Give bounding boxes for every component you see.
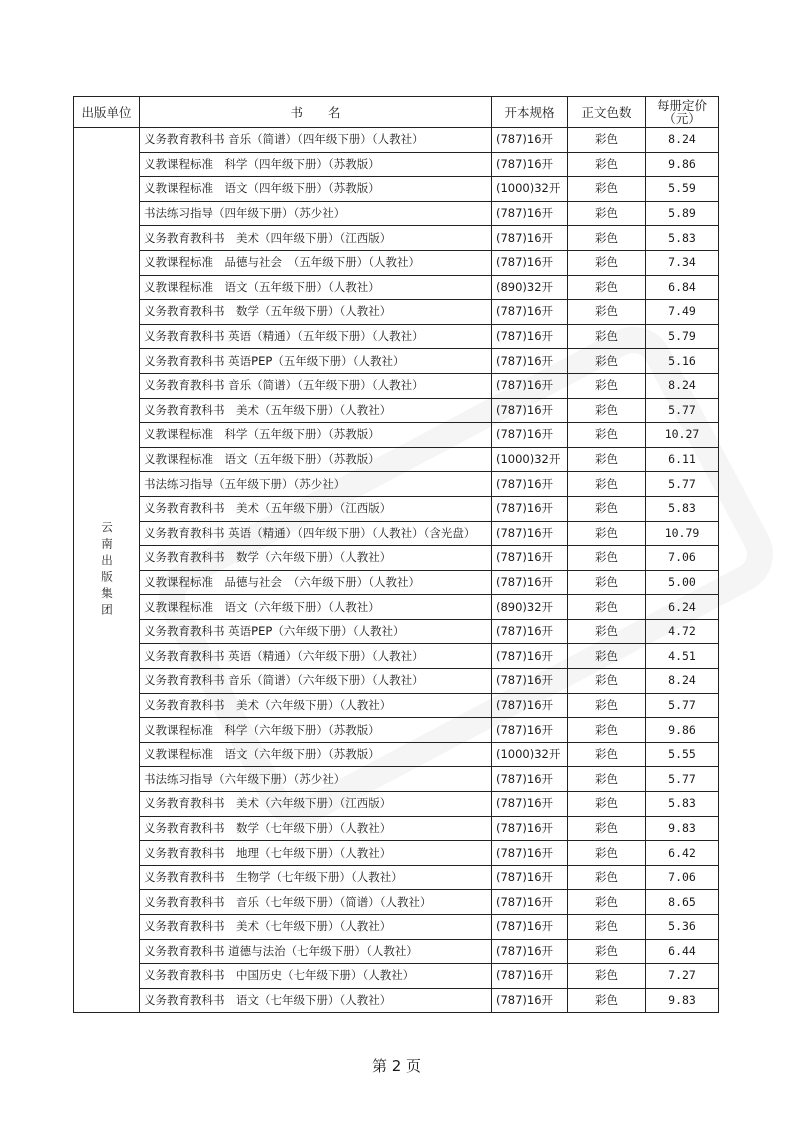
book-title-cell: 义教课程标准 语文（六年级下册）（人教社）	[140, 595, 492, 620]
table-row	[74, 570, 719, 595]
print-colors-cell: 彩色	[568, 718, 646, 743]
print-colors-cell: 彩色	[568, 644, 646, 669]
format-cell: (787)16开	[492, 226, 568, 251]
book-title-cell: 义务教育教科书 美术（五年级下册）（人教社）	[140, 398, 492, 423]
price-cell: 6.24	[646, 595, 719, 620]
book-title-cell: 义务教育教科书 美术（六年级下册）（人教社）	[140, 693, 492, 718]
book-title-cell: 义务教育教科书 美术（六年级下册）（江西版）	[140, 792, 492, 817]
price-cell: 5.36	[646, 915, 719, 940]
print-colors-cell: 彩色	[568, 915, 646, 940]
price-cell: 9.83	[646, 816, 719, 841]
print-colors-cell: 彩色	[568, 177, 646, 202]
format-cell: (787)16开	[492, 152, 568, 177]
table-row	[74, 964, 719, 989]
table-row	[74, 201, 719, 226]
print-colors-cell: 彩色	[568, 472, 646, 497]
book-title-cell: 义教课程标准 语文（六年级下册）（苏教版）	[140, 742, 492, 767]
table-row	[74, 447, 719, 472]
book-title-cell: 义教课程标准 语文（五年级下册）（人教社）	[140, 275, 492, 300]
table-row	[74, 865, 719, 890]
print-colors-cell: 彩色	[568, 570, 646, 595]
table-row	[74, 767, 719, 792]
format-cell: (787)16开	[492, 964, 568, 989]
table-row	[74, 816, 719, 841]
format-cell: (787)16开	[492, 669, 568, 694]
book-title-cell: 义教课程标准 科学（五年级下册）（苏教版）	[140, 423, 492, 448]
format-cell: (787)16开	[492, 890, 568, 915]
print-colors-cell: 彩色	[568, 521, 646, 546]
table-row	[74, 669, 719, 694]
price-cell: 5.83	[646, 792, 719, 817]
price-cell: 6.44	[646, 939, 719, 964]
book-title-cell: 义务教育教科书 英语（精通）（四年级下册）（人教社）（含光盘）	[140, 521, 492, 546]
table-row	[74, 595, 719, 620]
price-cell: 8.24	[646, 128, 719, 153]
table-row	[74, 939, 719, 964]
price-cell: 7.06	[646, 546, 719, 571]
format-cell: (787)16开	[492, 201, 568, 226]
table-row	[74, 693, 719, 718]
format-cell: (890)32开	[492, 595, 568, 620]
format-cell: (787)16开	[492, 250, 568, 275]
print-colors-cell: 彩色	[568, 250, 646, 275]
book-title-cell: 书法练习指导（四年级下册）（苏少社）	[140, 201, 492, 226]
format-cell: (787)16开	[492, 865, 568, 890]
book-title-cell: 义务教育教科书 英语（精通）（六年级下册）（人教社）	[140, 644, 492, 669]
book-title-cell: 书法练习指导（五年级下册）（苏少社）	[140, 472, 492, 497]
book-title-cell: 义务教育教科书 生物学（七年级下册）（人教社）	[140, 865, 492, 890]
format-cell: (1000)32开	[492, 742, 568, 767]
price-cell: 9.83	[646, 988, 719, 1013]
print-colors-cell: 彩色	[568, 742, 646, 767]
format-cell: (787)16开	[492, 816, 568, 841]
price-cell: 4.72	[646, 619, 719, 644]
price-cell: 5.77	[646, 398, 719, 423]
table-row	[74, 792, 719, 817]
price-cell: 5.16	[646, 349, 719, 374]
table-row	[74, 915, 719, 940]
format-cell: (787)16开	[492, 496, 568, 521]
page-number: 第 2 页	[371, 1057, 422, 1075]
table-row	[74, 128, 719, 153]
print-colors-cell: 彩色	[568, 423, 646, 448]
table-row	[74, 275, 719, 300]
table-header-row	[74, 97, 719, 128]
book-title-cell: 义教课程标准 语文（四年级下册）（苏教版）	[140, 177, 492, 202]
format-cell: (787)16开	[492, 619, 568, 644]
print-colors-cell: 彩色	[568, 939, 646, 964]
price-cell: 5.77	[646, 767, 719, 792]
price-cell: 5.83	[646, 226, 719, 251]
print-colors-cell: 彩色	[568, 447, 646, 472]
table-row	[74, 742, 719, 767]
book-title-cell: 义务教育教科书 道德与法治（七年级下册）（人教社）	[140, 939, 492, 964]
format-cell: (787)16开	[492, 792, 568, 817]
book-title-cell: 义务教育教科书 数学（七年级下册）（人教社）	[140, 816, 492, 841]
print-colors-cell: 彩色	[568, 275, 646, 300]
format-cell: (787)16开	[492, 915, 568, 940]
format-cell: (787)16开	[492, 546, 568, 571]
table-row	[74, 718, 719, 743]
header-title: 书 名	[140, 97, 492, 128]
book-title-cell: 书法练习指导（六年级下册）（苏少社）	[140, 767, 492, 792]
table-row	[74, 423, 719, 448]
print-colors-cell: 彩色	[568, 128, 646, 153]
table-row	[74, 546, 719, 571]
price-cell: 7.06	[646, 865, 719, 890]
format-cell: (890)32开	[492, 275, 568, 300]
price-cell: 5.59	[646, 177, 719, 202]
format-cell: (787)16开	[492, 718, 568, 743]
price-cell: 8.65	[646, 890, 719, 915]
format-cell: (787)16开	[492, 128, 568, 153]
price-cell: 5.77	[646, 472, 719, 497]
table-row	[74, 988, 719, 1013]
print-colors-cell: 彩色	[568, 669, 646, 694]
format-cell: (787)16开	[492, 423, 568, 448]
price-cell: 7.34	[646, 250, 719, 275]
price-cell: 9.86	[646, 152, 719, 177]
print-colors-cell: 彩色	[568, 988, 646, 1013]
print-colors-cell: 彩色	[568, 619, 646, 644]
print-colors-cell: 彩色	[568, 324, 646, 349]
table-row	[74, 324, 719, 349]
price-cell: 4.51	[646, 644, 719, 669]
print-colors-cell: 彩色	[568, 890, 646, 915]
price-cell: 8.24	[646, 669, 719, 694]
print-colors-cell: 彩色	[568, 349, 646, 374]
format-cell: (787)16开	[492, 841, 568, 866]
table-row	[74, 300, 719, 325]
format-cell: (1000)32开	[492, 447, 568, 472]
price-cell: 5.00	[646, 570, 719, 595]
price-cell: 9.86	[646, 718, 719, 743]
table-row	[74, 226, 719, 251]
header-format: 开本规格	[492, 97, 568, 128]
table-row	[74, 398, 719, 423]
book-title-cell: 义务教育教科书 数学（六年级下册）（人教社）	[140, 546, 492, 571]
book-title-cell: 义教课程标准 品德与社会 （五年级下册）（人教社）	[140, 250, 492, 275]
table-row	[74, 496, 719, 521]
print-colors-cell: 彩色	[568, 546, 646, 571]
table-row	[74, 373, 719, 398]
print-colors-cell: 彩色	[568, 816, 646, 841]
header-print-colors: 正文色数	[568, 97, 646, 128]
format-cell: (787)16开	[492, 398, 568, 423]
print-colors-cell: 彩色	[568, 595, 646, 620]
table-row	[74, 521, 719, 546]
book-title-cell: 义教课程标准 语文（五年级下册）（苏教版）	[140, 447, 492, 472]
format-cell: (787)16开	[492, 693, 568, 718]
book-title-cell: 义务教育教科书 美术（五年级下册）（江西版）	[140, 496, 492, 521]
table-row	[74, 349, 719, 374]
format-cell: (787)16开	[492, 324, 568, 349]
textbook-price-table	[73, 96, 719, 1013]
print-colors-cell: 彩色	[568, 496, 646, 521]
table-row	[74, 250, 719, 275]
print-colors-cell: 彩色	[568, 152, 646, 177]
price-cell: 5.55	[646, 742, 719, 767]
table-row	[74, 841, 719, 866]
table-body	[74, 128, 719, 1013]
price-cell: 5.77	[646, 693, 719, 718]
book-title-cell: 义教课程标准 科学（四年级下册）（苏教版）	[140, 152, 492, 177]
price-cell: 10.27	[646, 423, 719, 448]
price-cell: 6.11	[646, 447, 719, 472]
price-cell: 5.79	[646, 324, 719, 349]
table-row	[74, 890, 719, 915]
print-colors-cell: 彩色	[568, 964, 646, 989]
price-cell: 8.24	[646, 373, 719, 398]
table-row	[74, 177, 719, 202]
print-colors-cell: 彩色	[568, 398, 646, 423]
format-cell: (787)16开	[492, 644, 568, 669]
book-title-cell: 义务教育教科书 音乐（简谱）（四年级下册）（人教社）	[140, 128, 492, 153]
price-cell: 6.84	[646, 275, 719, 300]
format-cell: (787)16开	[492, 349, 568, 374]
print-colors-cell: 彩色	[568, 792, 646, 817]
book-title-cell: 义教课程标准 品德与社会 （六年级下册）（人教社）	[140, 570, 492, 595]
price-cell: 5.83	[646, 496, 719, 521]
format-cell: (787)16开	[492, 988, 568, 1013]
book-title-cell: 义务教育教科书 美术（四年级下册）（江西版）	[140, 226, 492, 251]
print-colors-cell: 彩色	[568, 865, 646, 890]
price-cell: 6.42	[646, 841, 719, 866]
book-title-cell: 义务教育教科书 英语PEP（五年级下册）（人教社）	[140, 349, 492, 374]
table-row	[74, 472, 719, 497]
book-title-cell: 义务教育教科书 英语PEP（六年级下册）（人教社）	[140, 619, 492, 644]
print-colors-cell: 彩色	[568, 300, 646, 325]
print-colors-cell: 彩色	[568, 841, 646, 866]
price-cell: 7.27	[646, 964, 719, 989]
book-title-cell: 义务教育教科书 音乐（七年级下册）（简谱）（人教社）	[140, 890, 492, 915]
book-title-cell: 义务教育教科书 语文（七年级下册）（人教社）	[140, 988, 492, 1013]
book-title-cell: 义教课程标准 科学（六年级下册）（苏教版）	[140, 718, 492, 743]
book-title-cell: 义务教育教科书 地理（七年级下册）（人教社）	[140, 841, 492, 866]
price-cell: 7.49	[646, 300, 719, 325]
format-cell: (787)16开	[492, 373, 568, 398]
format-cell: (787)16开	[492, 521, 568, 546]
format-cell: (787)16开	[492, 472, 568, 497]
book-title-cell: 义务教育教科书 美术（七年级下册）（人教社）	[140, 915, 492, 940]
price-cell: 5.89	[646, 201, 719, 226]
format-cell: (787)16开	[492, 767, 568, 792]
print-colors-cell: 彩色	[568, 693, 646, 718]
publisher-cell: 云南出版集团	[74, 128, 140, 1013]
header-publisher: 出版单位	[74, 97, 140, 128]
book-title-cell: 义务教育教科书 音乐（简谱）（五年级下册）（人教社）	[140, 373, 492, 398]
print-colors-cell: 彩色	[568, 373, 646, 398]
format-cell: (1000)32开	[492, 177, 568, 202]
format-cell: (787)16开	[492, 939, 568, 964]
print-colors-cell: 彩色	[568, 226, 646, 251]
book-title-cell: 义务教育教科书 中国历史（七年级下册）（人教社）	[140, 964, 492, 989]
table-row	[74, 644, 719, 669]
print-colors-cell: 彩色	[568, 201, 646, 226]
table-row	[74, 619, 719, 644]
format-cell: (787)16开	[492, 300, 568, 325]
price-cell: 10.79	[646, 521, 719, 546]
print-colors-cell: 彩色	[568, 767, 646, 792]
book-title-cell: 义务教育教科书 数学（五年级下册）（人教社）	[140, 300, 492, 325]
table-row	[74, 152, 719, 177]
book-title-cell: 义务教育教科书 英语（精通）（五年级下册）（人教社）	[140, 324, 492, 349]
format-cell: (787)16开	[492, 570, 568, 595]
header-price: 每册定价（元）	[646, 97, 719, 128]
book-title-cell: 义务教育教科书 音乐（简谱）（六年级下册）（人教社）	[140, 669, 492, 694]
